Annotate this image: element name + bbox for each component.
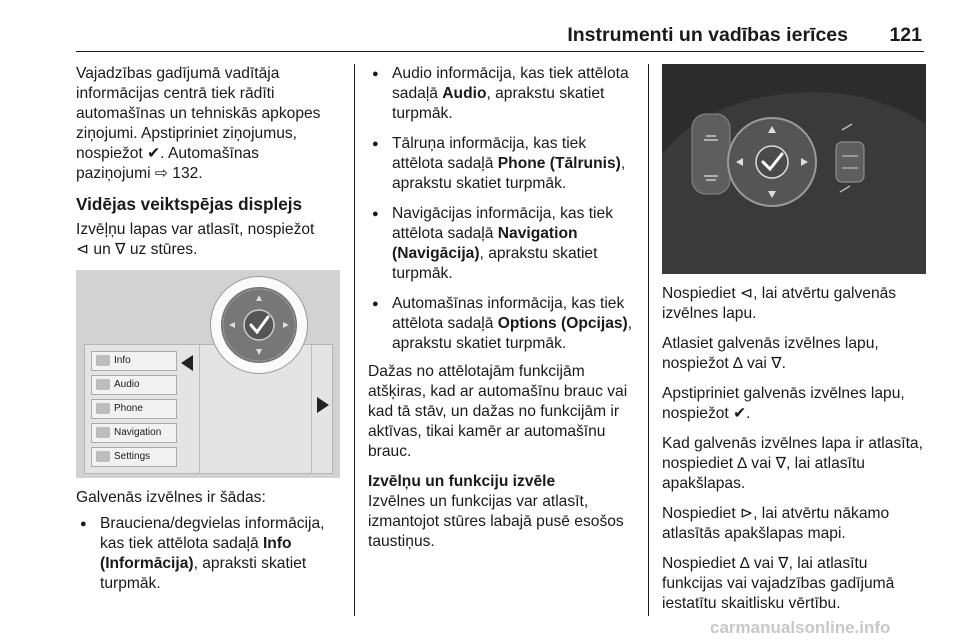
settings-icon [96, 451, 110, 462]
header-title: Instrumenti un vadības ierīces [567, 24, 848, 46]
menu-pages-paragraph: Izvēļņu lapas var atlasīt, nospiežot ⊲ un ∇ uz stūres. [76, 221, 315, 258]
list-item: ● Audio informācija, kas tiek attēlota sadaļā Audio, aprakstu skatiet turpmāk. [368, 64, 640, 124]
paragraph: Nospiediet ⊲, lai atvērtu galvenās izvēlnes lapu. [662, 285, 897, 322]
list-item: ● Tālruņa informācija, kas tiek attēlota sadaļā Phone (Tālrunis), aprakstu skatiet turpmāk. [368, 134, 640, 194]
main-menu-list [76, 514, 344, 594]
menu-item-navigation: Navigation [91, 423, 177, 443]
steering-dial-icon [211, 277, 307, 373]
phone-icon [96, 403, 110, 414]
info-icon [96, 355, 110, 366]
menu-item-info: Info [91, 351, 177, 371]
list-item: ● Automašīnas informācija, kas tiek attēlota sadaļā Options (Opcijas), aprakstu skatiet turpmāk. [368, 294, 640, 354]
menu-separator [311, 345, 312, 473]
list-item: ● Navigācijas informācija, kas tiek attēlota sadaļā Navigation (Navigācija), aprakstu skatiet turpmāk. [368, 204, 640, 284]
subheading: Izvēlņu un funkciju izvēle [368, 473, 556, 490]
audio-icon [96, 379, 110, 390]
navigation-icon [96, 427, 110, 438]
main-menus-intro: Galvenās izvēlnes ir šādas: [76, 489, 266, 506]
main-menu-list-cont [368, 64, 640, 354]
paragraph: Nospiediet ⊳, lai atvērtu nākamo atlasītās apakšlapas mapi. [662, 505, 890, 542]
paragraph: Nospiediet ∆ vai ∇, lai atlasītu funkcijas vai vajadzības gadījumā iestatītu skaitlisku vērtību. [662, 555, 895, 612]
paragraph: Atlasiet galvenās izvēlnes lapu, nospiežot ∆ vai ∇. [662, 335, 879, 372]
selection-paragraph: Izvēlnes un funkcijas var atlasīt, izmantojot stūres labajā pusē esošos taustiņus. [368, 493, 624, 550]
steering-wheel-figure [662, 64, 926, 274]
section-heading: Vidējas veiktspējas displejs [76, 194, 303, 214]
page-header [0, 0, 960, 52]
steering-controls-inset [210, 276, 308, 374]
page-number: 121 [889, 24, 922, 46]
column-divider-2 [648, 64, 649, 616]
left-arrow-icon [181, 355, 193, 371]
menu-item-phone: Phone [91, 399, 177, 419]
menu-item-settings: Settings [91, 447, 177, 467]
right-arrow-icon [317, 397, 329, 413]
steering-wheel-buttons-icon [662, 64, 926, 274]
paragraph: Apstipriniet galvenās izvēlnes lapu, nospiežot ✔. [662, 385, 905, 422]
menu-separator [199, 345, 200, 473]
column-2 [368, 64, 640, 562]
functions-paragraph: Dažas no attēlotajām funkcijām atšķiras, kad ar automašīnu brauc vai kad tā stāv, un dažas no funkcijām ir aktīvas, tikai kamēr ar automašīnu brauc. [368, 363, 628, 460]
intro-paragraph: Vajadzības gadījumā vadītāja informācijas centrā tiek rādīti automašīnas un tehniskās apkopes ziņojumi. Apstipriniet ziņojumus, nospiežot ✔. Automašīnas paziņojumi ⇨ 132. [76, 65, 321, 182]
paragraph: Kad galvenās izvēlnes lapa ir atlasīta, nospiediet ∆ vai ∇, lai atlasītu apakšlapas. [662, 435, 923, 492]
header-rule [76, 51, 924, 52]
watermark: carmanualsonline.info [710, 618, 891, 637]
column-1 [76, 64, 344, 604]
column-3 [662, 64, 928, 624]
menu-item-audio: Audio [91, 375, 177, 395]
display-menu-figure [76, 270, 340, 478]
list-item: ● Brauciena/degvielas informācija, kas tiek attēlota sadaļā Info (Informācija), apraksti skatiet turpmāk. [76, 514, 344, 594]
column-divider-1 [354, 64, 355, 616]
